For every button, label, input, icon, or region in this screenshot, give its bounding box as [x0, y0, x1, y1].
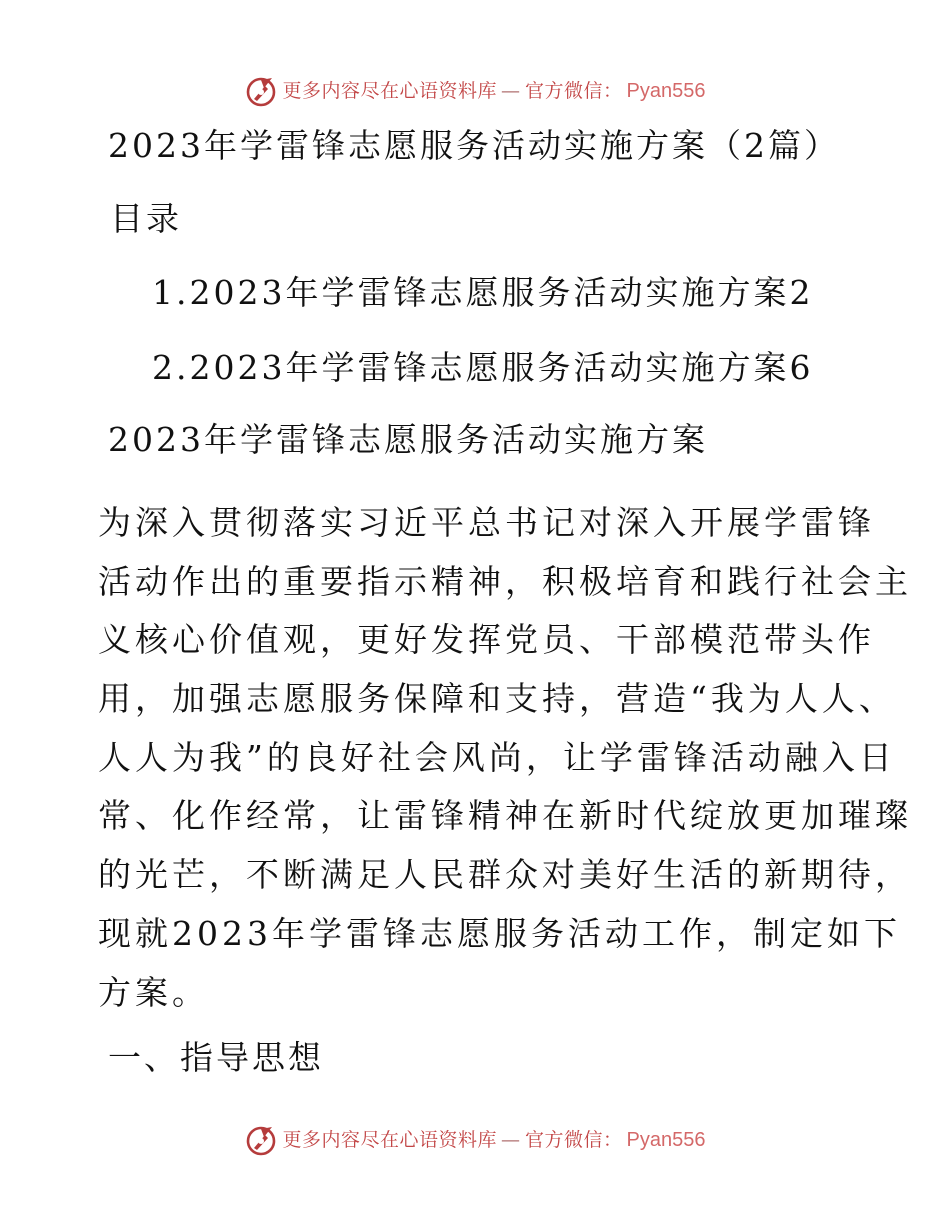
paragraph-line: 的光芒，不断满足人民群众对美好生活的新期待， [98, 855, 912, 895]
body-paragraph [98, 494, 912, 1022]
paragraph-line: 人人为我”的良好社会风尚，让学雷锋活动融入日 [98, 737, 896, 777]
watermark-channel-text: 官方微信： [525, 1129, 623, 1151]
paragraph-line: 为深入贯彻落实习近平总书记对深入开展学雷锋 [98, 503, 875, 542]
watermark-channel-id: Pyan556 [626, 80, 706, 102]
watermark-site-text: 更多内容尽在心语资料库 [282, 1129, 498, 1151]
pen-logo-icon [245, 1123, 279, 1157]
watermark-separator: — [501, 80, 522, 102]
watermark-channel-text: 官方微信： [525, 80, 623, 102]
paragraph-line: 义核心价值观，更好发挥党员、干部模范带头作 [98, 620, 875, 660]
toc-entry[interactable] [152, 273, 814, 313]
toc-heading: 目录 [110, 199, 182, 238]
toc-entry-label: 1.2023年学雷锋志愿服务活动实施方案 [152, 273, 790, 312]
section-title: 2023年学雷锋志愿服务活动实施方案 [108, 420, 708, 459]
paragraph-line: 常、化作经常，让雷锋精神在新时代绽放更加璀璨 [98, 796, 912, 836]
pen-logo-icon [245, 74, 279, 108]
paragraph-line: 现就2023年学雷锋志愿服务活动工作，制定如下 [98, 913, 901, 953]
toc-entry-page: 2 [789, 273, 814, 312]
watermark-site-text: 更多内容尽在心语资料库 [282, 80, 498, 102]
header-watermark [0, 74, 950, 108]
toc-entry-label: 2.2023年学雷锋志愿服务活动实施方案 [152, 348, 790, 387]
toc-entry[interactable] [152, 348, 814, 388]
document-title: 2023年学雷锋志愿服务活动实施方案（2篇） [108, 126, 840, 165]
paragraph-line: 方案。 [98, 972, 209, 1012]
watermark-separator: — [501, 1129, 522, 1151]
section-subheading: 一、指导思想 [108, 1038, 324, 1077]
paragraph-line: 活动作出的重要指示精神，积极培育和践行社会主 [98, 561, 912, 601]
footer-watermark [0, 1123, 950, 1157]
paragraph-line: 用，加强志愿服务保障和支持，营造“我为人人、 [98, 679, 896, 719]
watermark-channel-id: Pyan556 [626, 1129, 706, 1151]
toc-entry-page: 6 [789, 348, 814, 387]
